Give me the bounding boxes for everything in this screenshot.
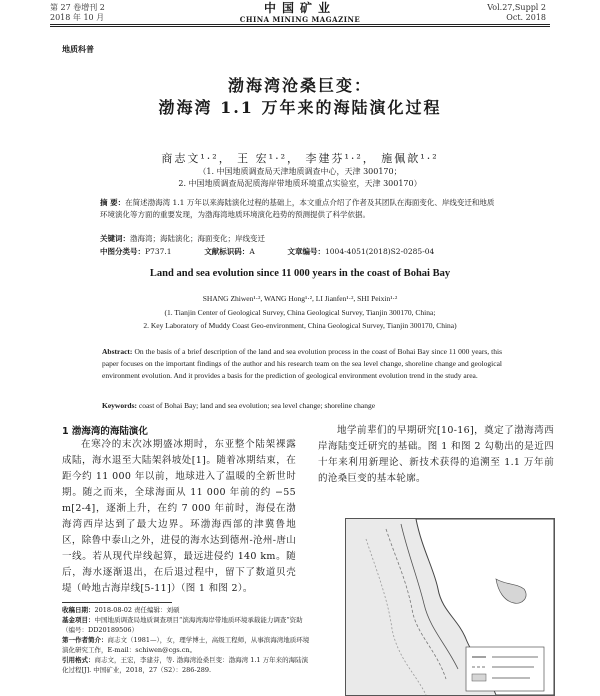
keywords-en-text: coast of Bohai Bay; land and sea evolution; sea level change; shoreline change	[138, 401, 376, 410]
footnote-funding	[62, 615, 312, 635]
footnote-citation	[62, 655, 312, 675]
abstract-cn-text: 在简述渤海湾 1.1 万年以来海陆演化过程的基础上，本文重点介绍了作者及其团队在海面变化、岸线变迁和地质环境演化等方面的重要发现，为渤海湾地质环境演化趋势的预测提供了科学依据。	[100, 198, 495, 219]
footnote-author-label: 第一作者简介：	[62, 636, 108, 644]
journal-volume: 第 27 卷增刊 2	[50, 3, 105, 12]
clc-value: P737.1	[145, 247, 172, 256]
journal-name-en: CHINA MINING MAGAZINE	[239, 15, 361, 24]
map-svg	[346, 519, 554, 695]
affiliation-cn-1: （1. 中国地质调查局天津地质调查中心，天津 300170；	[198, 167, 402, 176]
journal-name-cn: 中国矿业	[263, 1, 336, 15]
journal-volume-info-en	[487, 3, 546, 23]
section-1-right-paragraph: 地学前辈们的早期研究[10-16]，奠定了渤海湾西岸海陆变迁研究的基础。图 1 和图 2 勾勒出的是近四十年来利用新理论、新技术获得的追溯至 1.1 万年前的沧桑巨变的基本轮廓。	[318, 425, 554, 484]
keywords-en	[102, 400, 502, 412]
section-1-heading: 1 渤海湾的海陆演化	[62, 426, 148, 437]
title-en: Land and sea evolution since 11 000 years in the coast of Bohai Bay	[149, 268, 451, 279]
abstract-cn	[100, 197, 500, 221]
journal-volume-en: Vol.27,Suppl 2	[487, 3, 546, 12]
abstract-en-label: Abstract:	[102, 347, 133, 356]
footnote-received-text: 2018-08-02 责任编辑：刘硕	[94, 606, 180, 614]
footnote-citation-text: 商志文，王宏，李建芬，等. 渤海湾沧桑巨变：渤海湾 1.1 万年来的海陆演化过程[J]. 中国矿业，2018，27（S2）：286-289.	[62, 656, 309, 674]
footnote-author	[62, 635, 312, 655]
footnote-rule	[62, 602, 172, 603]
abstract-en	[102, 346, 502, 382]
legend-swatch-3	[472, 674, 486, 681]
abstract-en-text: On the basis of a brief description of the land and sea evolution process in the coast of Bohai Bay since 11 000 years, this paper focuses on the important findings of the author and his research team on the sea level change, shoreline change and geological environment evolution. And it provides a basis for the prediction of geological environment evolution trend in the study area.	[102, 347, 502, 380]
authors-cn: 商志文¹·²， 王 宏¹·²， 李建芬¹·²， 施佩歆¹·²	[161, 152, 439, 165]
footnote-funding-label: 基金项目：	[62, 616, 95, 624]
map-legend	[466, 647, 544, 691]
affiliation-en-2: 2. Key Laboratory of Muddy Coast Geo-environment, China Geological Survey, Tianjin 300170, China)	[143, 321, 457, 330]
journal-date: 2018 年 10 月	[50, 13, 105, 22]
footnote-received-label: 收稿日期：	[62, 606, 95, 614]
doc-code-label: 文献标识码：	[204, 247, 250, 256]
affiliation-en-1: (1. Tianjin Center of Geological Survey, China Geological Survey, Tianjin 300170, China;	[164, 308, 436, 317]
header-rule	[50, 24, 550, 25]
footnote-funding-text: 中国地质调查局地质调查项目“滨海湾海岸带地质环境承载能力调查”资助（编号：DD20189506）	[62, 616, 303, 634]
keywords-cn-text: 渤海湾；海陆演化；海面变化；岸线变迁	[130, 234, 265, 243]
title-line-1: 渤海湾沧桑巨变：	[227, 76, 372, 95]
section-1-left-paragraph: 在寒冷的末次冰期盛冰期时，东亚整个陆架裸露成陆，海水退至大陆架斜坡处[1]。随着冰期结束，在距今约 11 000 年以前，地球进入了温暖的全新世时期。随之而来，全球海面从 11 000 年前的约 −55 m[2-4]，逐渐上升，在约 7 000 年前时，海侵在渤海湾西岸达到了最大边界。环渤海西部的津冀鲁地区，除鲁中泰山之外，进侵的海水达到德州-沧州-唐山一线。若从现代岸线起算，最远进侵约 140 km。随后，海水逐渐退出，在后退过程中，留下了数道贝壳堤（岭地古海岸线[5-11]）（图 1 和图 2）。	[62, 439, 296, 594]
article-id-value: 1004-4051(2018)S2-0285-04	[325, 247, 435, 256]
journal-date-en: Oct. 2018	[506, 13, 546, 22]
header-rule-thin	[50, 26, 550, 27]
footnote-citation-label: 引用格式：	[62, 656, 95, 664]
affiliation-cn-2: 2. 中国地质调查局泥质海岸带地质环境重点实验室，天津 300170）	[178, 179, 422, 188]
footnote-author-text: 商志文（1981—），女，理学博士，高级工程师，从事滨海湾地质环境演化研究工作，E-mail：schiwen@cgs.cn。	[62, 636, 310, 654]
authors-en: SHANG Zhiwen¹·², WANG Hong¹·², LI Jianfen¹·², SHI Peixin¹·²	[202, 294, 398, 303]
abstract-cn-label: 摘 要：	[100, 198, 126, 207]
keywords-cn	[100, 233, 500, 245]
clc-label: 中图分类号：	[100, 247, 145, 256]
figure-1-map	[345, 518, 555, 696]
classification-line	[100, 246, 500, 258]
section-tag: 地质科普	[62, 45, 94, 54]
keywords-en-label: Keywords:	[102, 401, 137, 410]
article-id-label: 文章编号：	[287, 247, 326, 256]
doc-code-value: A	[249, 247, 255, 256]
keywords-cn-label: 关键词：	[100, 234, 130, 243]
footnotes	[62, 605, 312, 675]
footnote-received	[62, 605, 312, 615]
title-line-2: 渤海湾 1.1 万年来的海陆演化过程	[158, 98, 442, 117]
